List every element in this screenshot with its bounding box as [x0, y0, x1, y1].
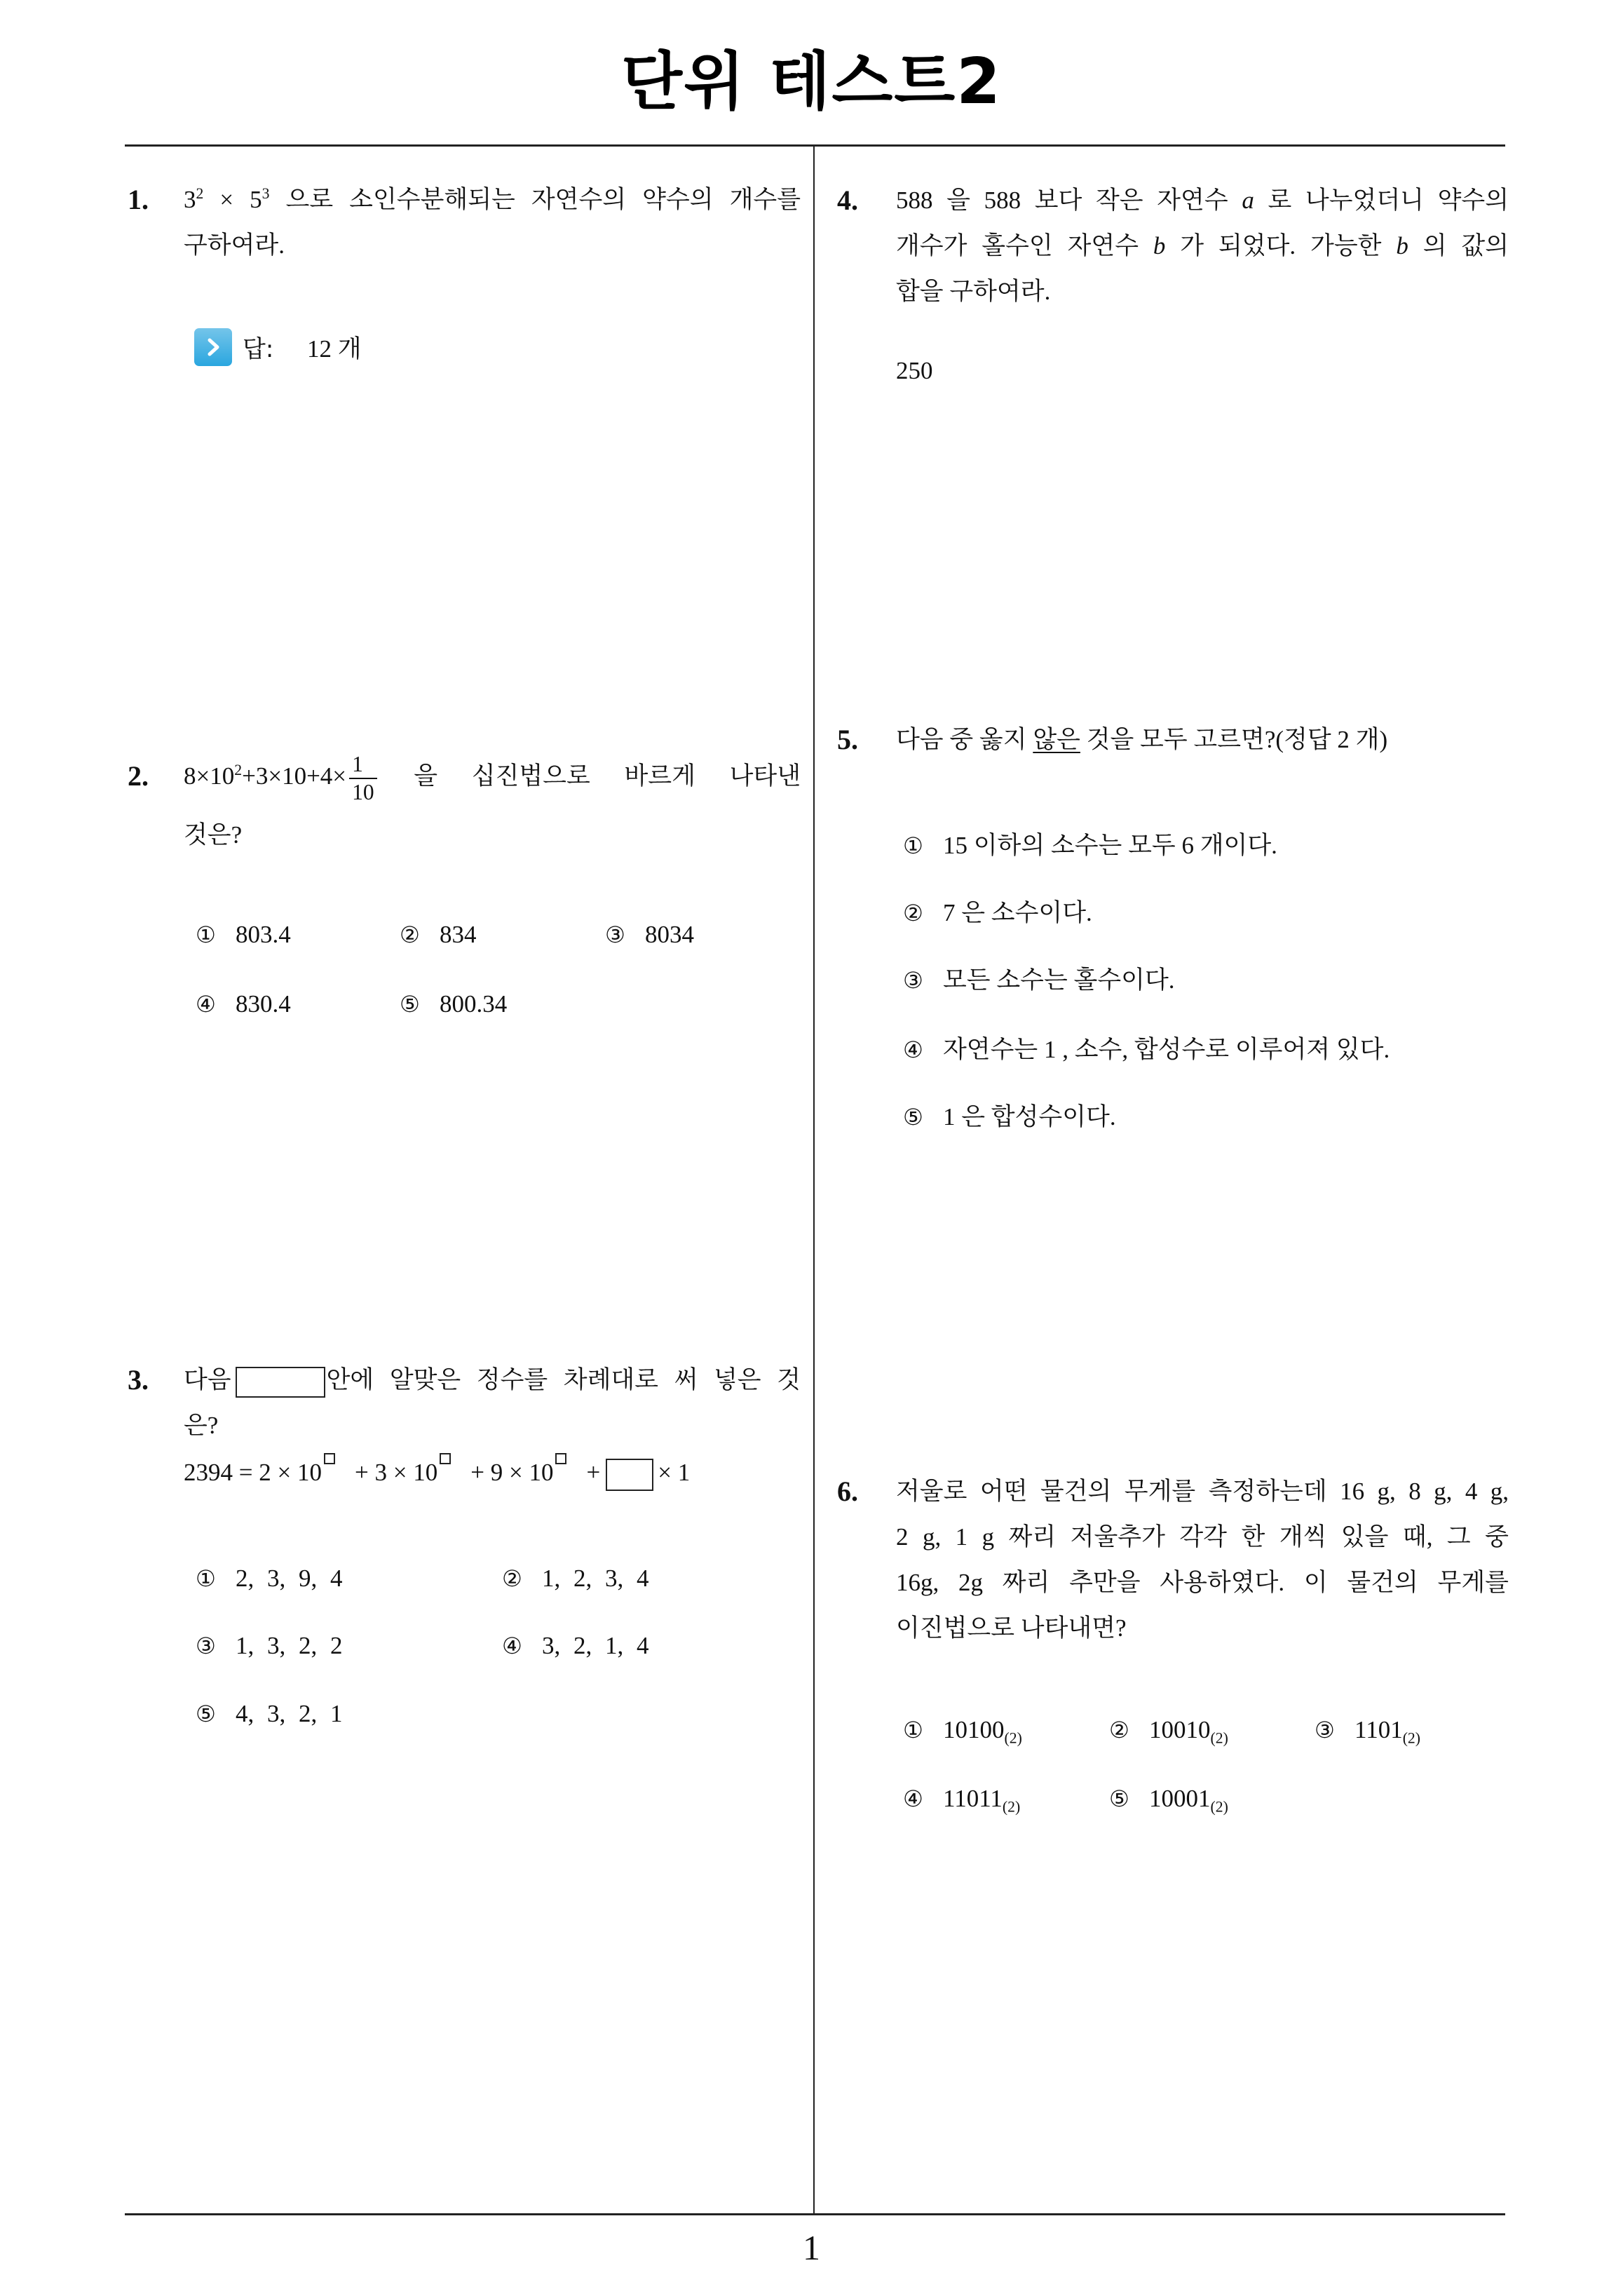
question-text: 의 값의	[1422, 232, 1509, 259]
question-text: 안에 알맞은 정수를 차례대로 써 넣은 것	[326, 1366, 801, 1393]
math-term: + 3 × 10	[354, 1459, 438, 1486]
number-base: (2)	[1210, 1798, 1228, 1816]
question-line: 것은?	[184, 821, 243, 849]
option-text: 1 은 합성수이다.	[943, 1103, 1116, 1130]
answer-option	[1109, 1776, 1228, 1821]
blank-box	[236, 1367, 325, 1398]
math-base: 5	[250, 186, 262, 213]
exponent-blank	[324, 1453, 335, 1464]
question-number: 4.	[837, 184, 858, 216]
option-value: 11011	[943, 1785, 1003, 1812]
option-value: 10010	[1149, 1716, 1211, 1743]
option-marker: ④	[502, 1633, 522, 1659]
math-term: +3×10+4×	[242, 762, 347, 790]
question-text: 가 되었다. 가능한	[1180, 232, 1382, 259]
answer-option	[196, 1555, 343, 1601]
math-term: +	[586, 1459, 601, 1486]
answer-icon	[194, 328, 232, 366]
math-variable: b	[1396, 232, 1408, 259]
emphasis-underline-text: 않은	[1033, 726, 1080, 753]
option-marker: ①	[196, 921, 216, 948]
answer-value: 12 개	[307, 335, 362, 363]
answer-option	[196, 981, 291, 1027]
question-number: 6.	[837, 1475, 858, 1507]
chevron-right-icon	[203, 337, 224, 358]
answer-option	[605, 912, 694, 957]
answer-option	[903, 1027, 1390, 1072]
question-body	[896, 177, 1509, 384]
option-marker: ④	[196, 991, 216, 1018]
option-value: 8034	[645, 921, 694, 948]
exponent-blank	[440, 1453, 451, 1464]
option-marker: ③	[196, 1633, 216, 1659]
question-line	[896, 177, 1509, 223]
answer-row	[194, 324, 362, 370]
question-text: 로 나누었더니 약수의	[1268, 187, 1509, 214]
option-text: 자연수는 1 , 소수, 합성수로 이루어져 있다.	[943, 1036, 1390, 1063]
option-value: 834	[440, 921, 477, 948]
header-rule	[125, 144, 1505, 147]
math-variable: a	[1242, 187, 1254, 214]
option-marker: ②	[502, 1565, 522, 1592]
page-title: 단위 테스트2	[621, 45, 1002, 119]
option-value: 830.4	[236, 990, 291, 1018]
math-term: 8×10	[184, 762, 235, 790]
question-number: 2.	[128, 760, 149, 792]
answer-option	[903, 1776, 1020, 1821]
question-line: 저울로 어떤 물건의 무게를 측정하는데 16 g, 8 g, 4 g,	[896, 1478, 1509, 1505]
answer-option	[903, 890, 1092, 936]
math-exponent: 2	[234, 761, 243, 778]
question-line: 이진법으로 나타내면?	[896, 1614, 1127, 1642]
option-marker: ④	[903, 1785, 923, 1812]
math-variable: b	[1153, 232, 1166, 259]
number-base: (2)	[1210, 1729, 1228, 1747]
question-text: 다음	[184, 1366, 231, 1393]
math-term: × 1	[658, 1459, 691, 1486]
option-marker: ③	[903, 967, 923, 994]
question-text: 을 십진법으로 바르게 나타낸	[414, 762, 801, 790]
blank-box	[606, 1459, 653, 1491]
answer-option	[400, 912, 477, 957]
equation-line	[184, 1450, 690, 1495]
answer-value: 250	[896, 357, 933, 384]
answer-option	[196, 1691, 343, 1736]
answer-option	[903, 1094, 1116, 1140]
question-body	[896, 1468, 1509, 1816]
option-value: 10100	[943, 1716, 1005, 1743]
math-exponent: 2	[196, 184, 204, 202]
number-base: (2)	[1002, 1798, 1021, 1816]
math-exponent: 3	[262, 184, 270, 202]
option-value: 1, 3, 2, 2	[236, 1632, 343, 1659]
answer-option	[502, 1623, 649, 1668]
option-marker: ②	[903, 900, 923, 926]
question-body	[896, 717, 1509, 1130]
fraction-numerator: 1	[352, 752, 363, 777]
option-marker: ②	[400, 921, 420, 948]
number-base: (2)	[1004, 1729, 1022, 1747]
option-marker: ①	[903, 832, 923, 859]
column-divider	[813, 145, 815, 2214]
answer-label: 답:	[243, 335, 274, 363]
option-marker: ⑤	[196, 1701, 216, 1727]
answer-option	[196, 1623, 343, 1668]
answer-option	[903, 1707, 1022, 1753]
option-value: 1, 2, 3, 4	[542, 1565, 649, 1592]
option-text: 15 이하의 소수는 모두 6 개이다.	[943, 832, 1277, 859]
question-body	[184, 177, 801, 363]
question-text: 것을 모두 고르면?(정답 2 개)	[1086, 726, 1388, 753]
fraction-denominator: 10	[349, 778, 377, 804]
question-line	[896, 717, 1387, 762]
exponent-blank	[555, 1453, 566, 1464]
question-text: 개수가 홀수인 자연수	[896, 232, 1139, 259]
fraction	[349, 753, 377, 803]
answer-option	[903, 957, 1175, 1003]
answer-option	[196, 912, 291, 957]
option-marker: ⑤	[1109, 1785, 1129, 1812]
answer-option	[502, 1555, 649, 1601]
question-number: 3.	[128, 1364, 149, 1396]
page-number: 1	[803, 2228, 820, 2267]
option-marker: ①	[196, 1565, 216, 1592]
option-value: 4, 3, 2, 1	[236, 1700, 343, 1727]
answer-option	[903, 823, 1277, 868]
question-text: 588 을 588 보다 작은 자연수	[896, 187, 1228, 214]
question-line: 구하여라.	[184, 231, 285, 259]
option-marker: ②	[1109, 1717, 1129, 1743]
option-value: 10001	[1149, 1785, 1211, 1812]
question-line: 은?	[184, 1412, 219, 1439]
math-term: 2394 = 2 × 10	[184, 1459, 322, 1486]
question-text: 다음 중 옳지	[896, 726, 1027, 753]
question-line	[896, 223, 1509, 269]
answer-option	[1109, 1707, 1228, 1753]
math-term: + 9 × 10	[470, 1459, 554, 1486]
question-line	[184, 177, 801, 222]
math-operator: ×	[219, 186, 234, 213]
question-line: 16g, 2g 짜리 추만을 사용하였다. 이 물건의 무게를	[896, 1569, 1509, 1596]
option-value: 803.4	[236, 921, 291, 948]
option-marker: ①	[903, 1717, 923, 1743]
option-value: 1101	[1354, 1716, 1403, 1743]
option-marker: ③	[1315, 1717, 1335, 1743]
question-text: 으로 소인수분해되는 자연수의 약수의 개수를	[285, 186, 801, 213]
option-value: 2, 3, 9, 4	[236, 1565, 343, 1592]
footer-rule	[125, 2213, 1505, 2215]
option-value: 800.34	[440, 990, 508, 1018]
question-line: 2 g, 1 g 짜리 저울추가 각각 한 개씩 있을 때, 그 중	[896, 1523, 1509, 1551]
answer-option	[400, 981, 507, 1027]
question-body	[184, 1357, 801, 1727]
question-number: 5.	[837, 724, 858, 755]
option-value: 3, 2, 1, 4	[542, 1632, 649, 1659]
option-marker: ⑤	[903, 1104, 923, 1130]
answer-option	[1315, 1707, 1420, 1753]
math-base: 3	[184, 186, 196, 213]
question-line: 합을 구하여라.	[896, 278, 1051, 305]
question-line	[184, 752, 801, 804]
option-marker: ⑤	[400, 991, 420, 1018]
option-text: 7 은 소수이다.	[943, 899, 1092, 926]
question-number: 1.	[128, 184, 149, 215]
option-text: 모든 소수는 홀수이다.	[943, 966, 1175, 994]
question-line	[184, 1357, 801, 1403]
option-marker: ③	[605, 921, 625, 948]
option-marker: ④	[903, 1036, 923, 1063]
number-base: (2)	[1402, 1729, 1420, 1747]
